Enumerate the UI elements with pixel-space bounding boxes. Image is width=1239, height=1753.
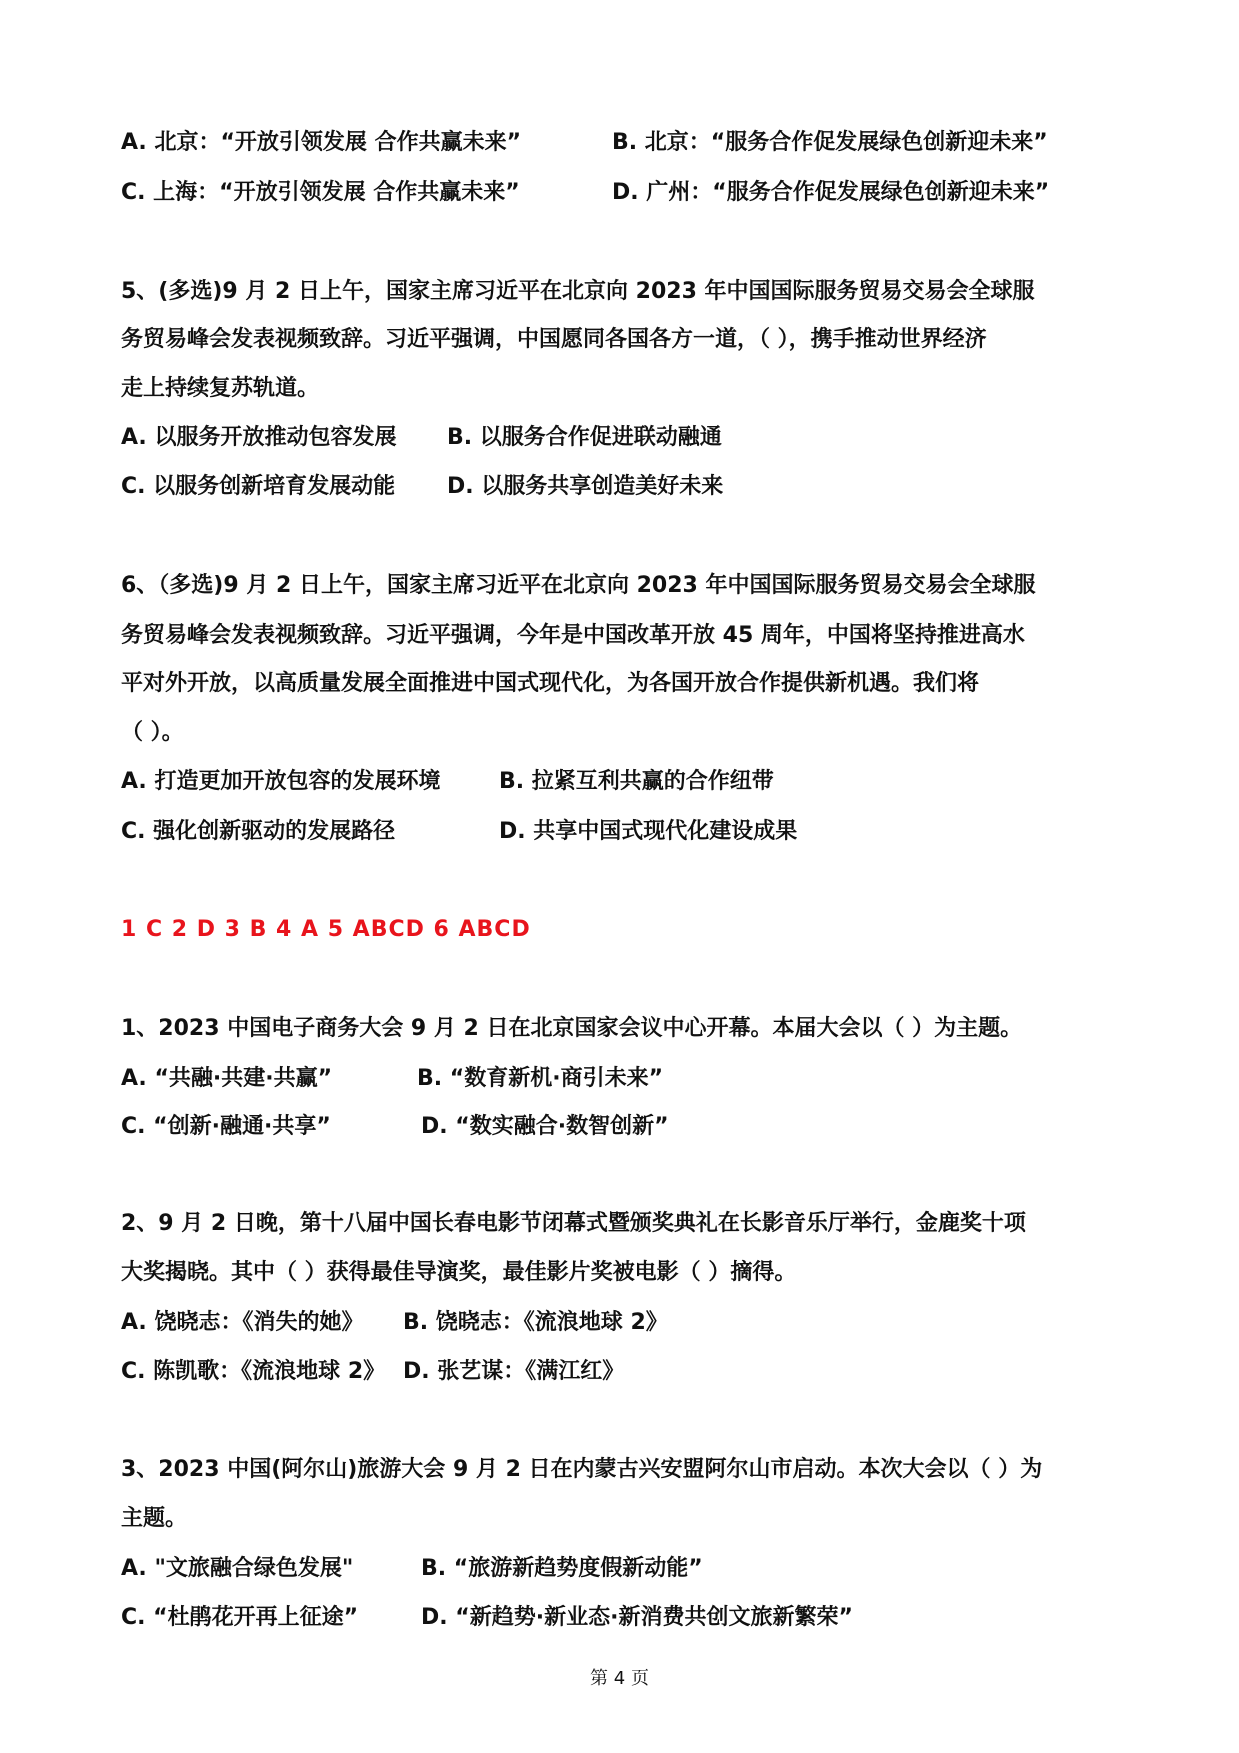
q6-option-c: C. 强化创新驱动的发展路径	[121, 819, 396, 844]
n3-option-a: A. "文旅融合绿色发展"	[121, 1556, 354, 1581]
q6-text: 务贸易峰会发表视频致辞。习近平强调，今年是中国改革开放 45 周年，中国将坚持推进高水	[121, 623, 1025, 648]
q4-option-c: C. 上海：“开放引领发展 合作共赢未来”	[121, 180, 520, 205]
q5-option-a: A. 以服务开放推动包容发展	[121, 425, 397, 450]
q5-text: 务贸易峰会发表视频致辞。习近平强调，中国愿同各国各方一道，（ ），携手推动世界经济	[121, 327, 987, 352]
q4-option-a: A. 北京：“开放引领发展 合作共赢未来”	[121, 130, 522, 155]
q5-option-b: B. 以服务合作促进联动融通	[447, 425, 722, 450]
page-number: 第 4 页	[590, 1668, 649, 1689]
q6-text: 6、（多选)9 月 2 日上午，国家主席习近平在北京向 2023 年中国国际服务贸易交易会全球服	[121, 573, 1036, 598]
n2-text: 2、9 月 2 日晚，第十八届中国长春电影节闭幕式暨颁奖典礼在长影音乐厅举行，金鹿奖十项	[121, 1211, 1026, 1236]
q5-text: 走上持续复苏轨道。	[121, 376, 320, 401]
q6-text: （ ）。	[121, 720, 184, 745]
n1-option-a: A. “共融·共建·共赢”	[121, 1066, 333, 1091]
q5-option-c: C. 以服务创新培育发展动能	[121, 474, 396, 499]
q5-text: 5、(多选)9 月 2 日上午，国家主席习近平在北京向 2023 年中国国际服务贸易交易会全球服	[121, 279, 1035, 304]
q6-option-d: D. 共享中国式现代化建设成果	[499, 819, 798, 844]
n3-text: 主题。	[121, 1506, 188, 1531]
q4-option-d: D. 广州：“服务合作促发展绿色创新迎未来”	[612, 180, 1050, 205]
n2-option-c: C. 陈凯歌：《流浪地球 2》	[121, 1359, 386, 1384]
n3-option-d: D. “新趋势·新业态·新消费共创文旅新繁荣”	[421, 1605, 853, 1630]
n1-option-b: B. “数育新机·商引未来”	[417, 1066, 664, 1091]
n2-option-d: D. 张艺谋：《满江红》	[403, 1359, 625, 1384]
n1-text: 1、2023 中国电子商务大会 9 月 2 日在北京国家会议中心开幕。本届大会以（ ）为主题。	[121, 1016, 1023, 1041]
n2-option-b: B. 饶晓志：《流浪地球 2》	[403, 1310, 668, 1335]
answer-key: 1 C 2 D 3 B 4 A 5 ABCD 6 ABCD	[121, 917, 531, 942]
n3-option-b: B. “旅游新趋势度假新动能”	[421, 1556, 703, 1581]
n3-option-c: C. “杜鹃花开再上征途”	[121, 1605, 359, 1630]
n3-text: 3、2023 中国(阿尔山)旅游大会 9 月 2 日在内蒙古兴安盟阿尔山市启动。本次大会以（ ）为	[121, 1457, 1043, 1482]
n1-option-c: C. “创新·融通·共享”	[121, 1114, 331, 1139]
q6-text: 平对外开放，以高质量发展全面推进中国式现代化，为各国开放合作提供新机遇。我们将	[121, 671, 980, 696]
q6-option-a: A. 打造更加开放包容的发展环境	[121, 769, 441, 794]
q5-option-d: D. 以服务共享创造美好未来	[447, 474, 724, 499]
n2-option-a: A. 饶晓志：《消失的她》	[121, 1310, 364, 1335]
n2-text: 大奖揭晓。其中（ ）获得最佳导演奖，最佳影片奖被电影（ ）摘得。	[121, 1260, 797, 1285]
n1-option-d: D. “数实融合·数智创新”	[421, 1114, 669, 1139]
q6-option-b: B. 拉紧互利共赢的合作纽带	[499, 769, 774, 794]
q4-option-b: B. 北京：“服务合作促发展绿色创新迎未来”	[612, 130, 1048, 155]
